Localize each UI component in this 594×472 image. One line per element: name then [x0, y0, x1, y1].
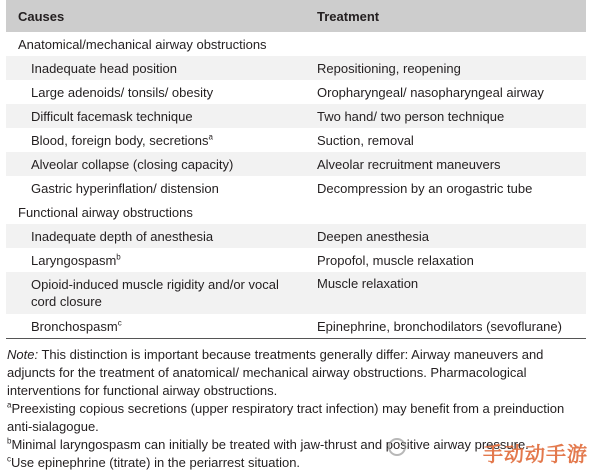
- treatment-cell: Suction, removal: [317, 132, 414, 148]
- cause-text: Difficult facemask technique: [31, 108, 193, 124]
- note-label: Note:: [7, 347, 39, 362]
- cause-text: Bronchospasm: [31, 318, 118, 334]
- group-label: Functional airway obstructions: [6, 200, 586, 224]
- footnote-text: Minimal laryngospasm can initially be treated with jaw-thrust and positive airway pressure.: [11, 437, 529, 452]
- treatment-cell: Alveolar recruitment maneuvers: [304, 152, 586, 176]
- treatment-cell: Propofol, muscle relaxation: [317, 252, 474, 268]
- table-header-row: [6, 0, 586, 32]
- treatment-cell: Oropharyngeal/ nasopharyngeal airway: [317, 84, 544, 100]
- cause-cell: [6, 248, 304, 272]
- treatment-cell: Repositioning, reopening: [304, 56, 586, 80]
- note-text: This distinction is important because treatments generally differ: Airway maneuvers and adjuncts for the treatment of anatomical/ mechanical airway obstructions. Pharmacological interventions for functional airway obstructions.: [7, 347, 544, 398]
- footnote-text: Use epinephrine (titrate) in the periarrest situation.: [11, 455, 301, 470]
- cause-text: Inadequate head position: [31, 60, 178, 76]
- footnote-a: [7, 400, 587, 436]
- table-bottom-rule: [6, 338, 586, 339]
- watermark-logo-icon: [388, 438, 406, 456]
- table-row: [6, 248, 586, 272]
- footnote-mark: c: [117, 318, 122, 328]
- cause-text: Alveolar collapse (closing capacity): [31, 156, 234, 172]
- header-treatment: Treatment: [317, 8, 380, 24]
- cause-text: Opioid-induced muscle rigidity and/or vocal cord closure: [31, 277, 279, 309]
- cause-text: Inadequate depth of anesthesia: [31, 228, 214, 244]
- cause-cell: [6, 176, 304, 200]
- cause-cell: [6, 314, 304, 338]
- treatment-cell: Deepen anesthesia: [304, 224, 586, 248]
- header-causes: Causes: [18, 8, 65, 24]
- group-label: Anatomical/mechanical airway obstructions: [6, 32, 586, 56]
- footnote-mark: b: [7, 436, 12, 446]
- group-row-anatomical: [6, 32, 586, 56]
- table-row: [6, 104, 586, 128]
- footnote-mark: b: [116, 252, 121, 262]
- table-row: [6, 224, 586, 248]
- footnote-mark: c: [7, 454, 11, 464]
- table-row: [6, 56, 586, 80]
- cause-cell: [6, 224, 304, 248]
- cause-cell: [6, 152, 304, 176]
- cause-cell: [6, 56, 304, 80]
- cause-text: Gastric hyperinflation/ distension: [31, 180, 219, 196]
- causes-treatment-table: [6, 0, 586, 338]
- treatment-cell: Two hand/ two person technique: [304, 104, 586, 128]
- watermark-text: 手动动手游: [483, 444, 588, 466]
- table-row: [6, 128, 586, 152]
- cause-cell: [6, 128, 304, 152]
- footnote-text: Preexisting copious secretions (upper respiratory tract infection) may benefit from a preinduction anti-sialagogue.: [7, 401, 565, 434]
- note-paragraph: [7, 346, 587, 400]
- table-row: [6, 80, 586, 104]
- treatment-cell: Epinephrine, bronchodilators (sevoflurane): [317, 318, 562, 334]
- footnote-mark: a: [7, 400, 12, 410]
- cause-text: Laryngospasm: [31, 252, 117, 268]
- footnote-mark: a: [208, 132, 213, 142]
- table-row: [6, 314, 586, 338]
- group-row-functional: [6, 200, 586, 224]
- table-row: [6, 152, 586, 176]
- table-row: [6, 272, 586, 314]
- cause-cell: [6, 104, 304, 128]
- cause-cell: [6, 80, 304, 104]
- treatment-cell: Decompression by an orogastric tube: [317, 180, 533, 196]
- cause-text: Large adenoids/ tonsils/ obesity: [31, 84, 214, 100]
- cause-text: Blood, foreign body, secretions: [31, 132, 209, 148]
- table-row: [6, 176, 586, 200]
- treatment-cell: Muscle relaxation: [304, 272, 586, 314]
- cause-cell: [6, 272, 304, 314]
